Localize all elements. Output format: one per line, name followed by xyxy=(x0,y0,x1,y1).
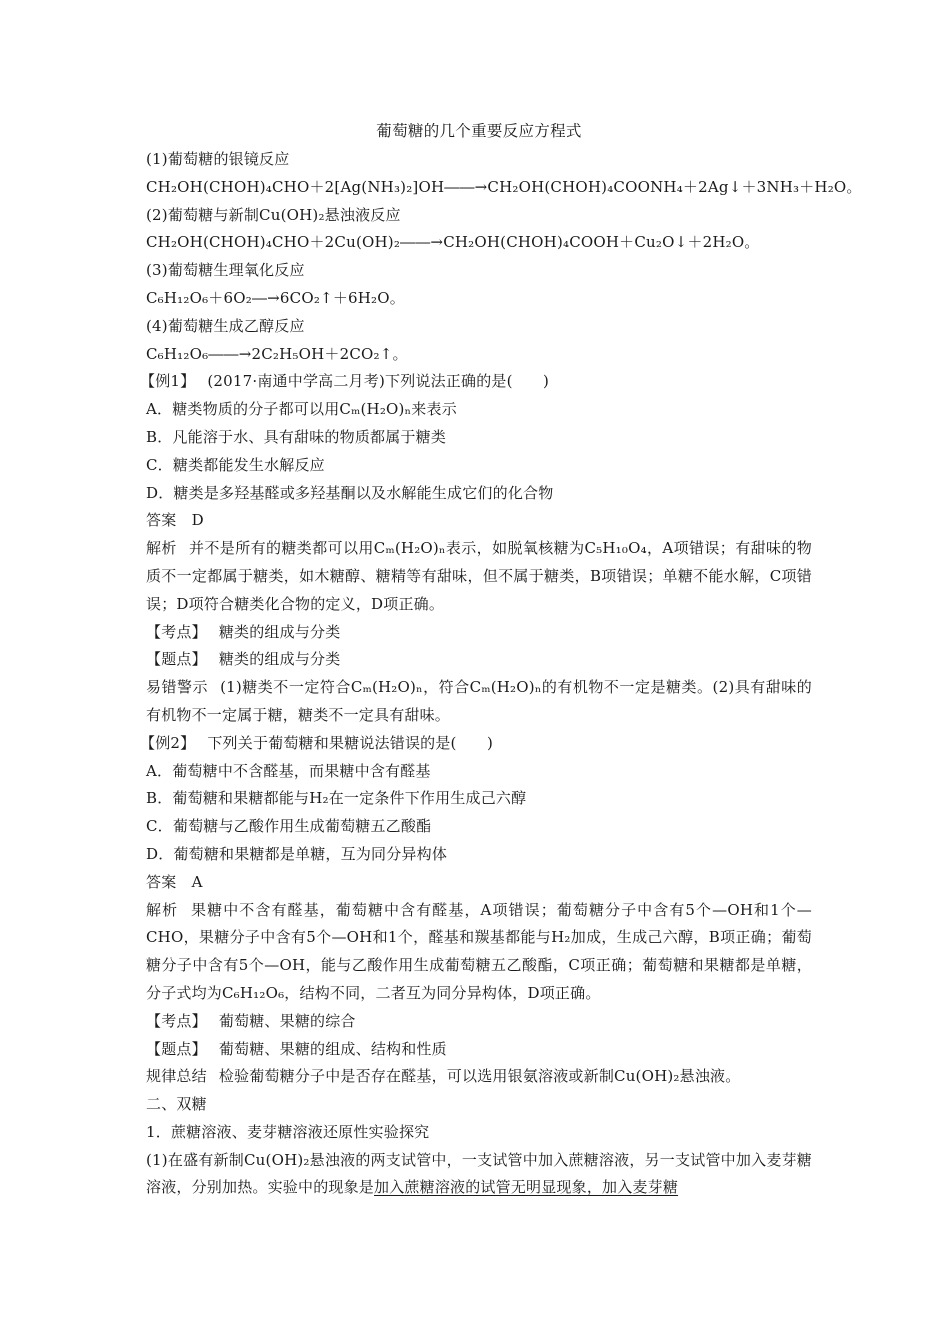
example-1-label: 【例1】 xyxy=(140,372,196,391)
example-1-option-d: D．糖类是多羟基醛或多羟基酮以及水解能生成它们的化合物 xyxy=(146,483,554,502)
example-1-option-a: A．糖类物质的分子都可以用Cₘ(H₂O)ₙ来表示 xyxy=(146,400,457,419)
example-2-tidian xyxy=(146,1036,812,1064)
example-1-question-text: (2017·南通中学高二月考)下列说法正确的是( ) xyxy=(207,372,550,391)
example-1-kaodian xyxy=(146,619,812,647)
warning-text: (1)糖类不一定符合Cₘ(H₂O)ₙ，符合Cₘ(H₂O)ₙ的有机物不一定是糖类。(2)具有甜味的有机物不一定属于糖，糖类不一定具有甜味。 xyxy=(146,678,812,724)
example-2-option-c: C．葡萄糖与乙酸作用生成葡萄糖五乙酸酯 xyxy=(146,817,432,836)
example-2-kaodian xyxy=(146,1008,812,1036)
tidian-text: 糖类的组成与分类 xyxy=(218,650,341,669)
reaction-4-heading: (4)葡萄糖生成乙醇反应 xyxy=(146,316,305,335)
tidian-label: 【题点】 xyxy=(146,1039,207,1058)
reaction-2-heading: (2)葡萄糖与新制Cu(OH)₂悬浊液反应 xyxy=(146,205,401,224)
reaction-2-equation: CH₂OH(CHOH)₄CHO＋2Cu(OH)₂――→CH₂OH(CHOH)₄COOH＋Cu₂O↓＋2H₂O。 xyxy=(146,233,760,252)
example-2-question-text: 下列关于葡萄糖和果糖说法错误的是( ) xyxy=(207,733,494,752)
section-2-subheading: 1．蔗糖溶液、麦芽糖溶液还原性实验探究 xyxy=(146,1122,430,1141)
kaodian-label: 【考点】 xyxy=(146,622,207,641)
example-1-option-b: B．凡能溶于水、具有甜味的物质都属于糖类 xyxy=(146,427,447,446)
example-2-analysis xyxy=(146,897,812,1008)
tidian-label: 【题点】 xyxy=(146,650,207,669)
page-title: 葡萄糖的几个重要反应方程式 xyxy=(376,122,582,140)
warning-label: 易错警示 xyxy=(146,678,209,697)
example-2-question xyxy=(140,730,812,758)
example-2-option-d: D．葡萄糖和果糖都是单糖，互为同分异构体 xyxy=(146,844,448,863)
example-1-analysis-text: 并不是所有的糖类都可以用Cₘ(H₂O)ₙ表示，如脱氧核糖为C₅H₁₀O₄，A项错误；有甜味的物质不一定都属于糖类，如木糖醇、糖精等有甜味，但不属于糖类，B项错误；单糖不能水解，C项错误；D项符合糖类化合物的定义，D项正确。 xyxy=(146,539,813,613)
reaction-1-heading: (1)葡萄糖的银镜反应 xyxy=(146,150,290,168)
section-2-paragraph xyxy=(146,1147,812,1203)
example-1-answer: 答案 D xyxy=(146,511,204,530)
summary-label: 规律总结 xyxy=(146,1067,207,1086)
example-1-option-c: C．糖类都能发生水解反应 xyxy=(146,455,325,474)
section-2-heading: 二、双糖 xyxy=(146,1095,207,1114)
kaodian-text: 糖类的组成与分类 xyxy=(218,622,341,641)
example-2-option-a: A．葡萄糖中不含醛基，而果糖中含有醛基 xyxy=(146,761,431,780)
reaction-4-equation: C₆H₁₂O₆――→2C₂H₅OH＋2CO₂↑。 xyxy=(146,344,408,363)
section-2-underlined-answer: 加入蔗糖溶液的试管无明显现象，加入麦芽糖 xyxy=(374,1178,679,1197)
reaction-1-equation: CH₂OH(CHOH)₄CHO＋2[Ag(NH₃)₂]OH――→CH₂OH(CHOH)₄COONH₄＋2Ag↓＋3NH₃＋H₂O。 xyxy=(146,177,862,196)
example-2-label: 【例2】 xyxy=(140,733,196,752)
tidian-text: 葡萄糖、果糖的组成、结构和性质 xyxy=(218,1039,447,1058)
kaodian-text: 葡萄糖、果糖的综合 xyxy=(218,1011,356,1030)
example-2-analysis-label: 解析 xyxy=(146,900,179,919)
example-1-warning xyxy=(146,674,812,730)
summary-text: 检验葡萄糖分子中是否存在醛基，可以选用银氨溶液或新制Cu(OH)₂悬浊液。 xyxy=(218,1067,741,1086)
example-2-summary xyxy=(146,1063,812,1091)
example-1-analysis xyxy=(146,535,812,618)
example-2-answer: 答案 A xyxy=(146,872,203,891)
document-content xyxy=(140,118,862,1202)
example-1-analysis-label: 解析 xyxy=(146,539,177,558)
example-2-option-b: B．葡萄糖和果糖都能与H₂在一定条件下作用生成己六醇 xyxy=(146,789,527,808)
example-1-tidian xyxy=(146,646,812,674)
kaodian-label: 【考点】 xyxy=(146,1011,207,1030)
example-1-question xyxy=(140,368,812,396)
reaction-3-heading: (3)葡萄糖生理氧化反应 xyxy=(146,261,305,280)
reaction-3-equation: C₆H₁₂O₆＋6O₂―→6CO₂↑＋6H₂O。 xyxy=(146,288,405,307)
example-2-analysis-text: 果糖中不含有醛基，葡萄糖中含有醛基，A项错误；葡萄糖分子中含有5个—OH和1个—CHO，果糖分子中含有5个—OH和1个，醛基和羰基都能与H₂加成，生成己六醇，B项正确；葡萄糖分子中含有5个—OH，能与乙酸作用生成葡萄糖五乙酸酯，C项正确；葡萄糖和果糖都是单糖，分子式均为C₆H₁₂O₆，结构不同，二者互为同分异构体，D项正确。 xyxy=(146,900,812,1002)
section-2-paragraph-text: (1)在盛有新制Cu(OH)₂悬浊液的两支试管中，一支试管中加入蔗糖溶液，另一支试管中加入麦芽糖溶液，分别加热。实验中的现象是 xyxy=(146,1150,812,1197)
